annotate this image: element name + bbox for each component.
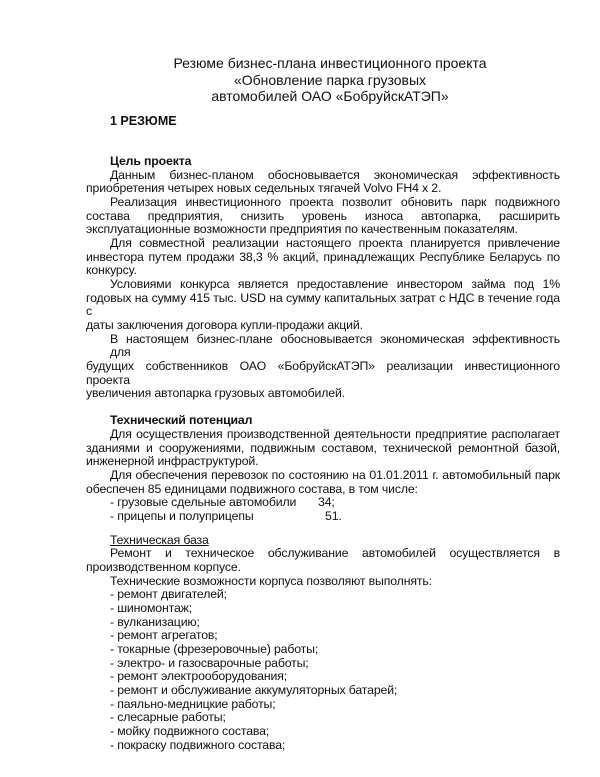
tech-potential-heading: Технический потенциал xyxy=(110,413,253,428)
tech-potential-section xyxy=(86,414,560,523)
text-line: Реализация инвестиционного проекта позволит обновить парк подвижного xyxy=(110,194,560,209)
list-item: - шиномонтаж; xyxy=(110,600,192,615)
list-item: - ремонт агрегатов; xyxy=(110,628,218,643)
fleet-label: - прицепы и полуприцепы xyxy=(110,509,254,524)
title-line: «Обновление парка грузовых xyxy=(233,71,427,88)
tech-base-section xyxy=(86,534,560,753)
text-line: производственном корпусе. xyxy=(86,560,241,575)
list-item: - вулканизацию; xyxy=(110,614,200,629)
text-line: состава предприятия, снизить уровень износа автопарка, расширить xyxy=(86,208,560,223)
text-line: В настоящем бизнес-плане обосновывается экономическая эффективность для xyxy=(110,331,560,360)
text-line: Условиями конкурса является предоставление инвестором займа под 1% xyxy=(110,276,560,291)
list-item: - электро- и газосварочные работы; xyxy=(110,655,309,670)
list-item: - мойку подвижного состава; xyxy=(110,723,270,738)
list-item: - токарные (фрезеровочные) работы; xyxy=(110,641,319,656)
text-line: даты заключения договора купли-продажи акций. xyxy=(86,317,363,332)
document-title xyxy=(130,55,530,105)
fleet-value: 34; xyxy=(318,495,335,510)
document-body xyxy=(86,155,560,752)
list-item: - ремонт и обслуживание аккумуляторных батарей; xyxy=(110,682,398,697)
text-line: приобретения четырех новых седельных тягачей Volvo FH4 x 2. xyxy=(86,181,442,196)
text-line: эксплуатационные возможности предприятия по качественным показателям. xyxy=(86,222,518,237)
list-item: - паяльно-медницкие работы; xyxy=(110,696,276,711)
fleet-label: - грузовые сдельные автомобили xyxy=(110,495,297,510)
goal-heading: Цель проекта xyxy=(110,154,192,168)
goal-section xyxy=(86,155,560,401)
tech-base-heading: Техническая база xyxy=(110,532,209,547)
list-item: - покраску подвижного состава; xyxy=(110,737,286,752)
text-line: Данным бизнес-планом обосновывается экономическая эффективность xyxy=(110,167,560,182)
text-line: Для совместной реализации настоящего проекта планируется привлечение xyxy=(110,235,560,250)
text-line: инженерной инфраструктурой. xyxy=(86,454,259,469)
text-line: конкурсу. xyxy=(86,263,137,278)
fleet-row xyxy=(86,510,560,524)
list-item: - ремонт двигателей; xyxy=(110,587,227,602)
text-line: Для обеспечения перевозок по состоянию на 01.01.2011 г. автомобильный парк xyxy=(110,468,560,483)
section-heading: 1 РЕЗЮМЕ xyxy=(110,114,177,128)
fleet-value: 51. xyxy=(325,509,342,524)
text-line: будущих собственников ОАО «БобруйскАТЭП» реализации инвестиционного проекта xyxy=(86,358,560,387)
text-line: увеличения автопарка грузовых автомобилей. xyxy=(86,386,345,401)
text-line: инвестора путем продажи 38,3 % акций, принадлежащих Республике Беларусь по xyxy=(86,249,560,264)
text-line: Для осуществления производственной деятельности предприятие располагает xyxy=(110,427,560,442)
text-line: Ремонт и техническое обслуживание автомобилей осуществляется в xyxy=(110,546,560,561)
title-line: автомобилей ОАО «БобруйскАТЭП» xyxy=(211,88,449,105)
list-item: - слесарные работы; xyxy=(110,710,226,725)
text-line: зданиями и сооружениями, подвижным составом, технической ремонтной базой, xyxy=(86,440,560,455)
list-item: - ремонт электрооборудования; xyxy=(110,669,287,684)
fleet-row xyxy=(86,496,560,510)
text-line: годовых на сумму 415 тыс. USD на сумму капитальных затрат с НДС в течение года с xyxy=(86,290,560,319)
text-line: обеспечен 85 единицами подвижного состава, в том числе: xyxy=(86,481,418,496)
title-line: Резюме бизнес-плана инвестиционного проекта xyxy=(173,55,487,71)
text-line: Технические возможности корпуса позволяют выполнять: xyxy=(110,573,432,588)
